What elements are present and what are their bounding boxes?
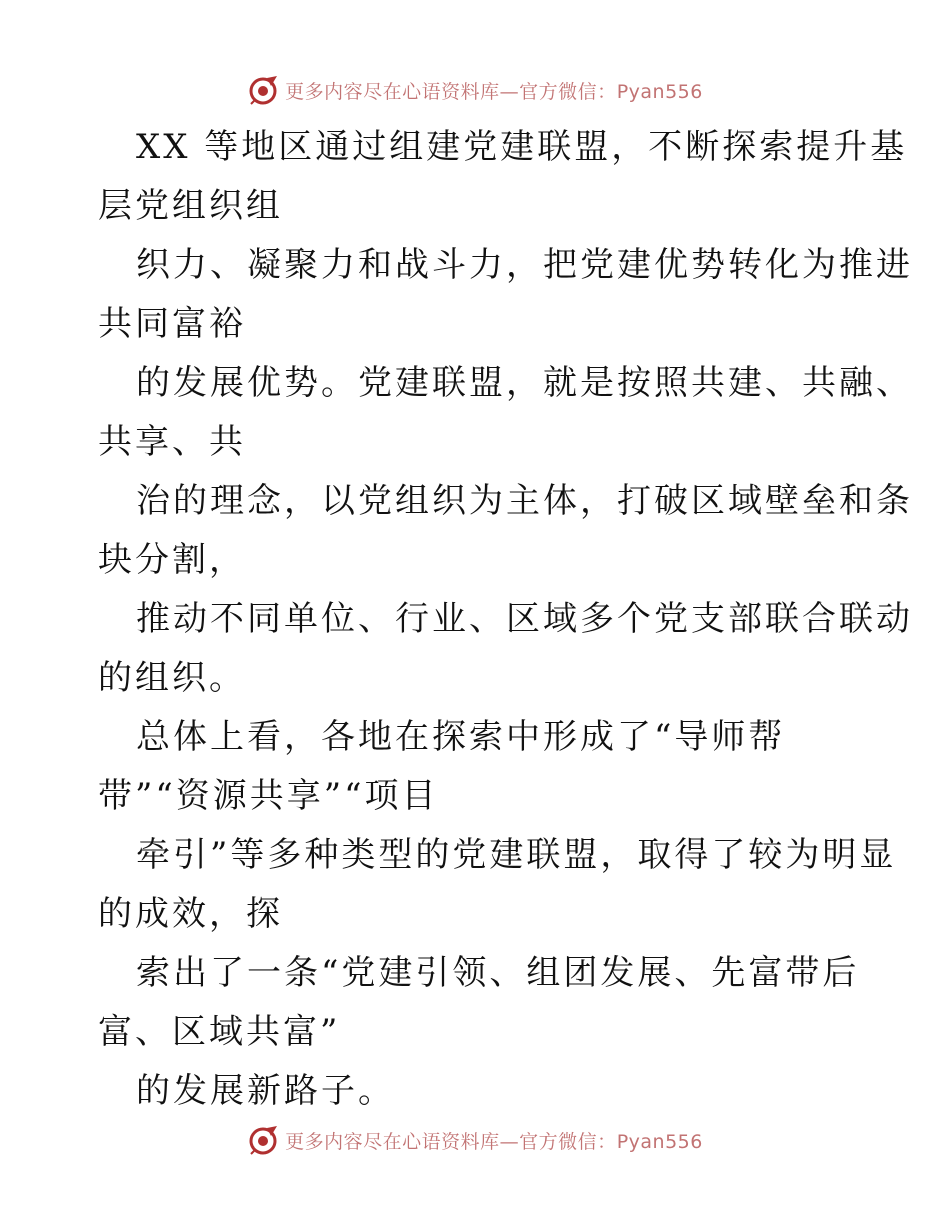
body-line: 的发展优势。党建联盟，就是按照共建、共融、 (136, 363, 913, 403)
header-banner (0, 70, 950, 110)
banner-text (285, 1127, 703, 1154)
body-line: 共享、共 (98, 422, 246, 462)
body-line: 索出了一条“党建引领、组团发展、先富带后 (136, 953, 860, 993)
body-line: 带”“资源共享”“项目 (98, 776, 439, 816)
body-line: 推动不同单位、行业、区域多个党支部联合联动 (136, 599, 913, 639)
banner-wechat-label: 官方微信： (519, 1130, 617, 1153)
body-line: 织力、凝聚力和战斗力，把党建优势转化为推进 (136, 245, 913, 285)
body-line: 富、区域共富” (98, 1012, 341, 1052)
body-line: 的发展新路子。 (136, 1071, 395, 1111)
banner-dash: — (499, 80, 520, 103)
banner-text (285, 77, 703, 104)
body-line: 的成效，探 (98, 894, 283, 934)
banner-slogan: 更多内容尽在心语资料库 (285, 80, 500, 103)
banner-wechat-id: Pyan556 (616, 80, 703, 103)
quill-seal-logo-icon (247, 1124, 279, 1156)
body-line: 层党组织组 (98, 186, 283, 226)
body-line: 共同富裕 (98, 304, 246, 344)
body-line: 牵引”等多种类型的党建联盟，取得了较为明显 (136, 835, 897, 875)
banner-wechat-label: 官方微信： (519, 80, 617, 103)
body-line: 总体上看，各地在探索中形成了“导师帮 (136, 717, 786, 757)
banner-slogan: 更多内容尽在心语资料库 (285, 1130, 500, 1153)
body-line: 的组织。 (98, 658, 246, 698)
body-line: 治的理念，以党组织为主体，打破区域壁垒和条 (136, 481, 913, 521)
footer-banner (0, 1120, 950, 1160)
document-body (98, 118, 913, 1121)
body-line: 块分割， (98, 540, 246, 580)
quill-seal-logo-icon (247, 74, 279, 106)
banner-wechat-id: Pyan556 (616, 1130, 703, 1153)
banner-dash: — (499, 1130, 520, 1153)
body-line: XX 等地区通过组建党建联盟，不断探索提升基 (136, 127, 908, 167)
